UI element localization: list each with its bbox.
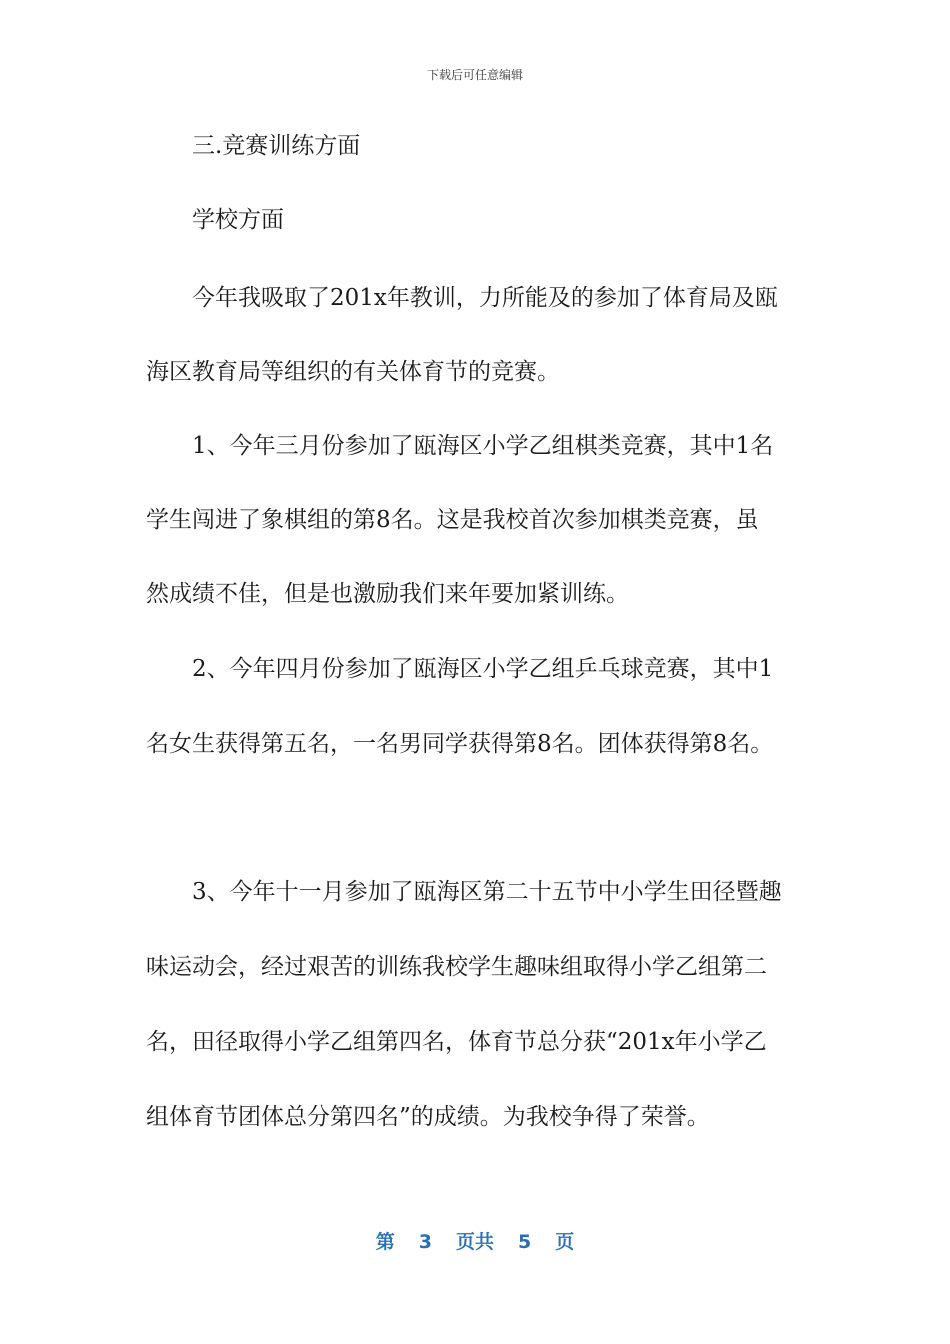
paragraph-line: 味运动会，经过艰苦的训练我校学生趣味组取得小学乙组第二 (146, 954, 767, 980)
subheading: 学校方面 (192, 207, 284, 233)
paragraph-line: 1、今年三月份参加了瓯海区小学乙组棋类竞赛，其中1名 (192, 433, 774, 459)
footer-prefix: 第 (375, 1231, 395, 1253)
paragraph-line: 然成绩不佳，但是也激励我们来年要加紧训练。 (146, 581, 629, 607)
paragraph-line: 2、今年四月份参加了瓯海区小学乙组乒乓球竞赛，其中1 (192, 656, 774, 682)
paragraph-line: 组体育节团体总分第四名”的成绩。为我校争得了荣誉。 (146, 1104, 710, 1130)
paragraph-line: 名女生获得第五名，一名男同学获得第8名。团体获得第8名。 (146, 731, 774, 757)
paragraph-line: 3、今年十一月参加了瓯海区第二十五节中小学生田径暨趣 (192, 879, 782, 905)
paragraph-line: 今年我吸取了201x年教训，力所能及的参加了体育局及瓯 (192, 285, 778, 311)
paragraph-line: 海区教育局等组织的有关体育节的竞赛。 (146, 359, 560, 385)
section-heading: 三.竞赛训练方面 (192, 133, 361, 159)
paragraph-line: 名，田径取得小学乙组第四名，体育节总分获“201x年小学乙 (146, 1029, 767, 1055)
footer-suffix: 页 (555, 1231, 575, 1253)
total-pages-number: 5 (518, 1231, 532, 1253)
page-footer (0, 1227, 950, 1254)
footer-middle: 页共 (455, 1231, 494, 1253)
page-header: 下载后可任意编辑 (426, 68, 523, 82)
current-page-number: 3 (418, 1231, 432, 1253)
paragraph-line: 学生闯进了象棋组的第8名。这是我校首次参加棋类竞赛，虽 (146, 507, 759, 533)
